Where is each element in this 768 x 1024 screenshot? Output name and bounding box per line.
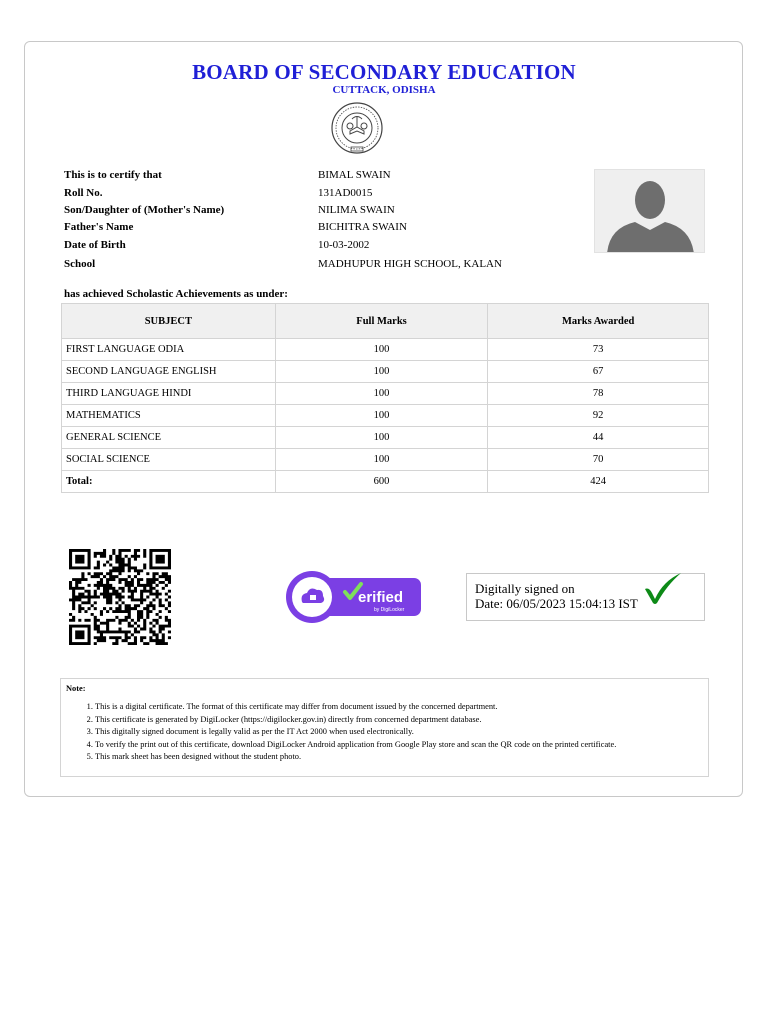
signed-date: Date: 06/05/2023 15:04:13 IST xyxy=(475,596,638,611)
notes-box xyxy=(60,678,709,777)
verified-badge-text: erified xyxy=(358,589,404,606)
note-item: 2. This certificate is generated by DigiLocker (https://digilocker.gov.in) directly from concerned department database. xyxy=(95,714,616,727)
marks-awarded-cell: 44 xyxy=(488,427,709,449)
marks-awarded-cell: 67 xyxy=(488,361,709,383)
table-row xyxy=(62,383,709,405)
school-name: MADHUPUR HIGH SCHOOL, KALAN xyxy=(318,258,502,270)
table-row xyxy=(62,361,709,383)
signed-on-label: Digitally signed on xyxy=(475,581,575,596)
board-location: CUTTACK, ODISHA xyxy=(332,84,436,96)
digital-signature-box xyxy=(466,573,705,621)
table-header-row xyxy=(62,304,709,339)
full-marks-cell: 100 xyxy=(275,339,488,361)
verified-badge-subtext: by DigiLocker xyxy=(374,607,405,613)
certify-label: This is to certify that xyxy=(64,169,162,181)
total-marks-awarded: 424 xyxy=(488,471,709,493)
note-item: 5. This mark sheet has been designed without the student photo. xyxy=(95,751,616,764)
green-checkmark-icon xyxy=(643,571,683,605)
table-row xyxy=(62,339,709,361)
subject-cell: SECOND LANGUAGE ENGLISH xyxy=(62,361,276,383)
notes-list xyxy=(75,701,616,764)
marks-awarded-cell: 92 xyxy=(488,405,709,427)
full-marks-cell: 100 xyxy=(275,361,488,383)
person-silhouette-icon xyxy=(595,170,705,253)
father-name: BICHITRA SWAIN xyxy=(318,221,407,233)
board-title: BOARD OF SECONDARY EDUCATION xyxy=(192,60,576,84)
subject-cell: FIRST LANGUAGE ODIA xyxy=(62,339,276,361)
table-row xyxy=(62,405,709,427)
subject-cell: SOCIAL SCIENCE xyxy=(62,449,276,471)
date-of-birth: 10-03-2002 xyxy=(318,239,370,251)
notes-title: Note: xyxy=(66,684,86,693)
total-full-marks: 600 xyxy=(275,471,488,493)
student-name: BIMAL SWAIN xyxy=(318,169,391,181)
subject-cell: THIRD LANGUAGE HINDI xyxy=(62,383,276,405)
mother-label: Son/Daughter of (Mother's Name) xyxy=(64,204,225,216)
qr-code-icon[interactable] xyxy=(69,549,171,645)
table-total-row xyxy=(62,471,709,493)
student-photo xyxy=(594,169,705,253)
dob-label: Date of Birth xyxy=(64,239,126,251)
subject-cell: MATHEMATICS xyxy=(62,405,276,427)
subject-cell: GENERAL SCIENCE xyxy=(62,427,276,449)
header-full-marks: Full Marks xyxy=(275,304,488,339)
table-row xyxy=(62,427,709,449)
full-marks-cell: 100 xyxy=(275,427,488,449)
achievements-heading: has achieved Scholastic Achievements as under: xyxy=(64,288,288,300)
note-item: 4. To verify the print out of this certificate, download DigiLocker Android application from Google Play store and scan the QR code on the printed certificate. xyxy=(95,739,616,752)
school-label: School xyxy=(64,258,96,270)
note-item: 1. This is a digital certificate. The format of this certificate may differ from document issued by the concerned department. xyxy=(95,701,616,714)
roll-label: Roll No. xyxy=(64,187,103,199)
header-subject: SUBJECT xyxy=(62,304,276,339)
father-label: Father's Name xyxy=(64,221,134,233)
table-row xyxy=(62,449,709,471)
note-item: 3. This digitally signed document is legally valid as per the IT Act 2000 when used electronically. xyxy=(95,726,616,739)
marks-awarded-cell: 70 xyxy=(488,449,709,471)
marks-awarded-cell: 78 xyxy=(488,383,709,405)
marks-table xyxy=(61,303,709,493)
total-label: Total: xyxy=(62,471,276,493)
full-marks-cell: 100 xyxy=(275,383,488,405)
digilocker-verified-badge xyxy=(285,570,422,624)
full-marks-cell: 100 xyxy=(275,405,488,427)
mother-name: NILIMA SWAIN xyxy=(318,204,395,216)
odisha-board-emblem-icon xyxy=(330,101,384,155)
marks-awarded-cell: 73 xyxy=(488,339,709,361)
full-marks-cell: 100 xyxy=(275,449,488,471)
header-marks-awarded: Marks Awarded xyxy=(488,304,709,339)
roll-number: 131AD0015 xyxy=(318,187,373,199)
